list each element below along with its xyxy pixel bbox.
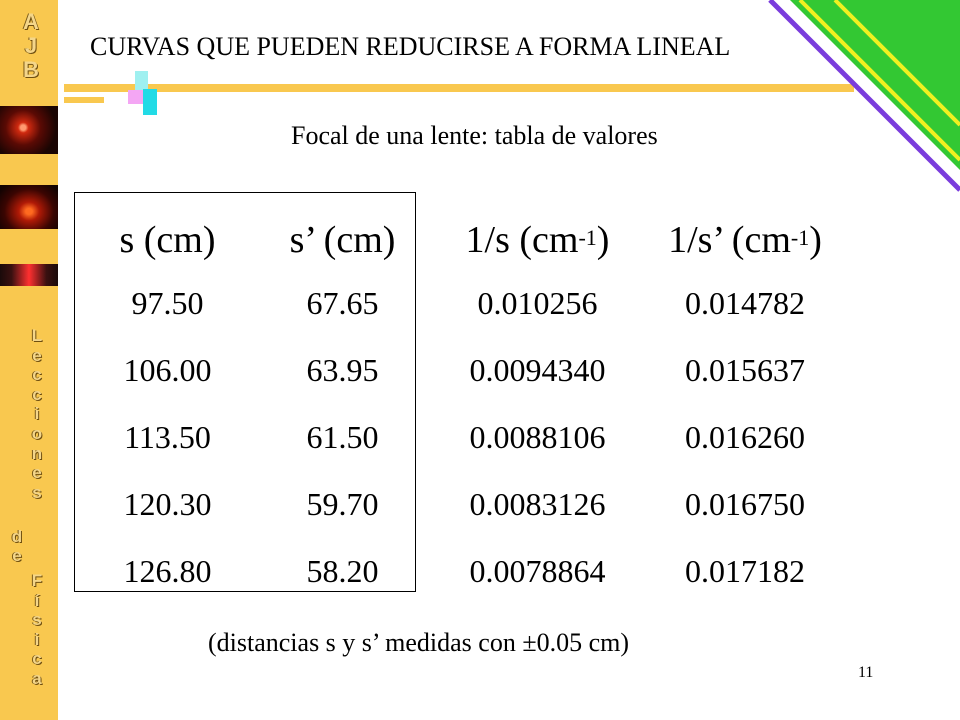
letter: c bbox=[32, 365, 42, 385]
letter: e bbox=[12, 546, 22, 565]
data-table bbox=[80, 210, 845, 605]
header-text: s’ (cm) bbox=[289, 219, 396, 261]
table-cell: 106.00 bbox=[123, 352, 212, 388]
table-cell: 0.0088106 bbox=[469, 419, 606, 455]
letter: s bbox=[32, 482, 42, 502]
table-cell: 0.017182 bbox=[685, 553, 805, 589]
table-cell: 59.70 bbox=[306, 486, 379, 522]
letter: c bbox=[32, 384, 42, 404]
table-header-s bbox=[80, 210, 255, 270]
letter: o bbox=[31, 423, 43, 443]
page-number: 11 bbox=[858, 664, 874, 681]
header-text: ) bbox=[809, 219, 822, 261]
table-cell: 0.015637 bbox=[685, 352, 805, 388]
letter: n bbox=[31, 443, 43, 463]
table-header-inv-s bbox=[430, 210, 645, 270]
slide-subtitle: Focal de una lente: tabla de valores bbox=[291, 121, 658, 150]
table-cell: 126.80 bbox=[123, 553, 212, 589]
table-cell: 0.0094340 bbox=[469, 352, 606, 388]
table-cell: 97.50 bbox=[131, 285, 204, 321]
brand-letter: A bbox=[23, 9, 39, 34]
table-cell: 0.016750 bbox=[685, 486, 805, 522]
table-cell: 61.50 bbox=[306, 419, 379, 455]
brand-letter: J bbox=[24, 33, 38, 58]
header-text: 1/s’ (cm bbox=[668, 219, 791, 261]
slide-title: CURVAS QUE PUEDEN REDUCIRSE A FORMA LINEAL bbox=[90, 32, 731, 61]
letter: í bbox=[34, 590, 40, 610]
table-cell: 67.65 bbox=[306, 285, 379, 321]
table-cell: 63.95 bbox=[306, 352, 379, 388]
table-header-s-prime bbox=[255, 210, 430, 270]
header-superscript: -1 bbox=[790, 225, 810, 250]
table-cell: 0.0083126 bbox=[469, 486, 606, 522]
header-text: 1/s (cm bbox=[465, 219, 579, 261]
brand-letter: B bbox=[23, 57, 39, 82]
table-cell: 113.50 bbox=[124, 419, 211, 455]
table-cell: 0.016260 bbox=[685, 419, 805, 455]
table-cell: 58.20 bbox=[306, 553, 379, 589]
letter: i bbox=[34, 404, 40, 424]
header-text: s (cm) bbox=[119, 219, 216, 261]
letter: e bbox=[32, 345, 42, 365]
letter: i bbox=[34, 629, 40, 649]
header-superscript: -1 bbox=[578, 225, 597, 250]
table-cell: 0.010256 bbox=[477, 285, 598, 321]
table-header-inv-s-prime bbox=[645, 210, 845, 270]
letter: F bbox=[31, 571, 43, 590]
letter: e bbox=[32, 463, 42, 483]
letter: L bbox=[31, 326, 43, 345]
table-cell: 0.014782 bbox=[685, 285, 805, 321]
corner-green-triangle bbox=[790, 0, 960, 170]
header-text: ) bbox=[596, 219, 610, 261]
letter: c bbox=[32, 649, 42, 669]
letter: s bbox=[32, 610, 42, 630]
letter: a bbox=[32, 668, 42, 688]
measurement-note: (distancias s y s’ medidas con ±0.05 cm) bbox=[208, 628, 630, 657]
table-cell: 120.30 bbox=[123, 486, 212, 522]
table-cell: 0.0078864 bbox=[469, 553, 606, 589]
letter: d bbox=[11, 527, 23, 546]
